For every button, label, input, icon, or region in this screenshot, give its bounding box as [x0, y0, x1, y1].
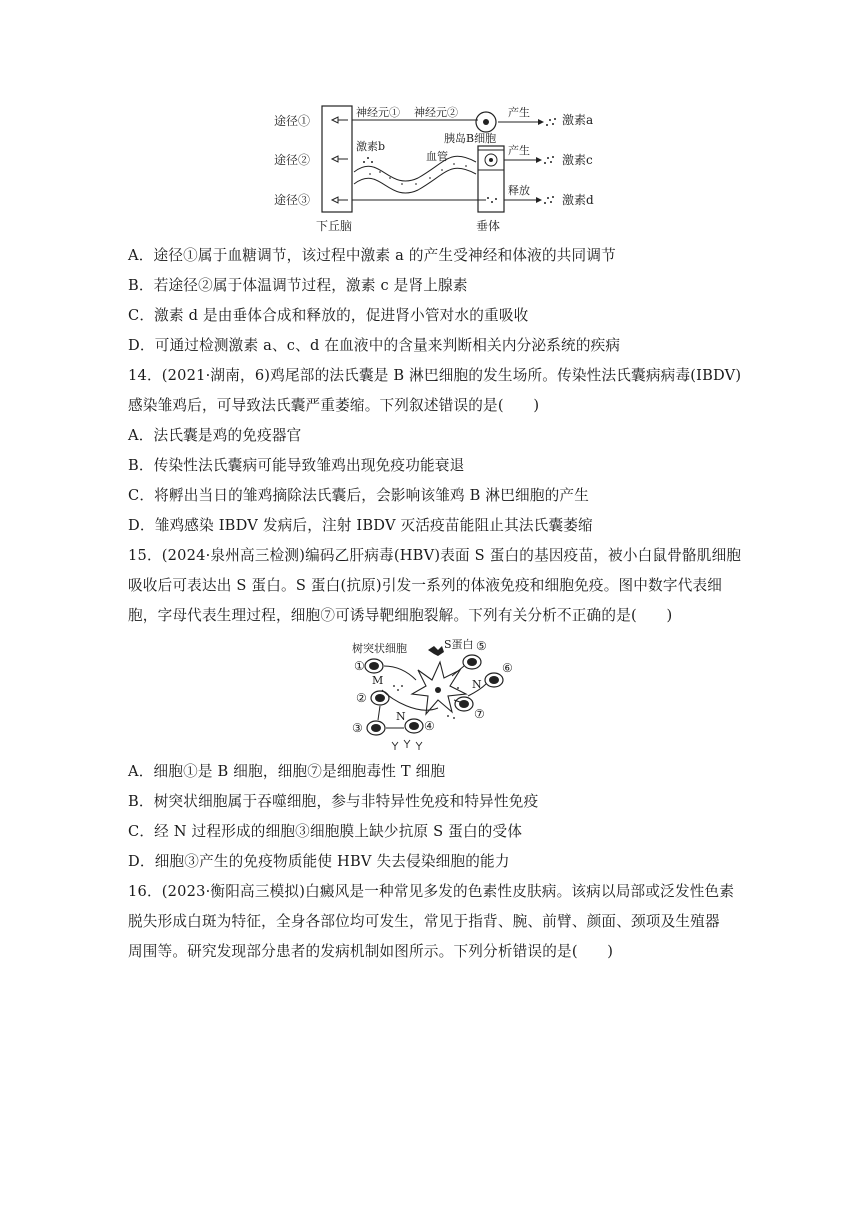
hormone-c-label: 激素c — [562, 153, 593, 167]
cell-4-label: ④ — [424, 719, 435, 733]
pathway-1-label: 途径① — [274, 114, 311, 128]
q15-option-a: A．细胞①是 B 细胞，细胞⑦是细胞毒性 T 细胞 — [128, 763, 446, 780]
q14-option-c: C．将孵出当日的雏鸡摘除法氏囊后，会影响该雏鸡 B 淋巴细胞的产生 — [128, 487, 589, 504]
cell-3-label: ③ — [352, 721, 363, 735]
q13-option-a: A．途径①属于血糖调节，该过程中激素 a 的产生受神经和体液的共同调节 — [128, 247, 616, 264]
process-m-label: M — [372, 674, 384, 687]
vessel-label: 血管 — [426, 150, 448, 163]
q14-stem-line-2: 感染雏鸡后，可导致法氏囊严重萎缩。下列叙述错误的是( ) — [128, 397, 540, 414]
q16-stem-line-1: 16．(2023·衡阳高三模拟)白癜风是一种常见多发的色素性皮肤病。该病以局部或泛发性色素 — [128, 883, 735, 900]
islet-b-cell-label: 胰岛B细胞 — [444, 132, 497, 145]
cell-5-label: ⑤ — [476, 639, 487, 653]
dendritic-cell-label: 树突状细胞 — [352, 642, 407, 655]
produce-label-2: 产生 — [508, 144, 530, 157]
cell-2-label: ② — [356, 691, 367, 705]
release-label: 释放 — [508, 184, 530, 197]
q14-option-d: D．雏鸡感染 IBDV 发病后，注射 IBDV 灭活疫苗能阻止其法氏囊萎缩 — [128, 517, 593, 534]
q14-option-b: B．传染性法氏囊病可能导致雏鸡出现免疫功能衰退 — [128, 457, 465, 474]
process-n-label-1: N — [396, 710, 406, 723]
q13-option-c: C．激素 d 是由垂体合成和释放的，促进肾小管对水的重吸收 — [128, 307, 529, 324]
q15-stem-line-1: 15．(2024·泉州高三检测)编码乙肝病毒(HBV)表面 S 蛋白的基因疫苗，被小白鼠骨骼肌细胞 — [128, 547, 742, 564]
produce-label-1: 产生 — [508, 106, 530, 119]
neuron-1-label: 神经元① — [356, 106, 400, 119]
q13-option-d: D．可通过检测激素 a、c、d 在血液中的含量来判断相关内分泌系统的疾病 — [128, 337, 621, 354]
pituitary-label: 垂体 — [476, 219, 501, 233]
cell-7-label: ⑦ — [474, 707, 485, 721]
hypothalamus-label: 下丘脑 — [316, 219, 353, 233]
q14-option-a: A．法氏囊是鸡的免疫器官 — [128, 427, 302, 444]
q15-option-b: B．树突状细胞属于吞噬细胞，参与非特异性免疫和特异性免疫 — [128, 793, 539, 810]
s-protein-label: S蛋白 — [444, 638, 474, 651]
pathway-3-label: 途径③ — [274, 193, 311, 207]
cell-6-label: ⑥ — [502, 661, 513, 675]
hormone-pathway-diagram — [270, 100, 600, 238]
q15-stem-line-3: 胞，字母代表生理过程，细胞⑦可诱导靶细胞裂解。下列有关分析不正确的是( ) — [128, 607, 673, 624]
q15-option-d: D．细胞③产生的免疫物质能使 HBV 失去侵染细胞的能力 — [128, 853, 510, 870]
hormone-b-label: 激素b — [356, 140, 386, 153]
q14-stem-line-1: 14．(2021·湖南，6)鸡尾部的法氏囊是 B 淋巴细胞的发生场所。传染性法氏囊病病毒(IBDV) — [128, 367, 742, 384]
immune-response-diagram — [348, 636, 518, 754]
q15-option-c: C．经 N 过程形成的细胞③细胞膜上缺少抗原 S 蛋白的受体 — [128, 823, 523, 840]
neuron-2-label: 神经元② — [414, 106, 458, 119]
q13-option-b: B．若途径②属于体温调节过程，激素 c 是肾上腺素 — [128, 277, 468, 294]
q15-stem-line-2: 吸收后可表达出 S 蛋白。S 蛋白(抗原)引发一系列的体液免疫和细胞免疫。图中数字代表细 — [128, 577, 723, 594]
pathway-2-label: 途径② — [274, 153, 311, 167]
cell-1-label: ① — [354, 659, 365, 673]
hormone-d-label: 激素d — [562, 193, 594, 207]
process-n-label-2: N — [472, 678, 482, 691]
q16-stem-line-3: 周围等。研究发现部分患者的发病机制如图所示。下列分析错误的是( ) — [128, 943, 614, 960]
pituitary-box — [478, 146, 504, 212]
q16-stem-line-2: 脱失形成白斑为特征，全身各部位均可发生，常见于指背、腕、前臂、颜面、颈项及生殖器 — [128, 913, 720, 930]
hormone-a-label: 激素a — [562, 113, 594, 127]
